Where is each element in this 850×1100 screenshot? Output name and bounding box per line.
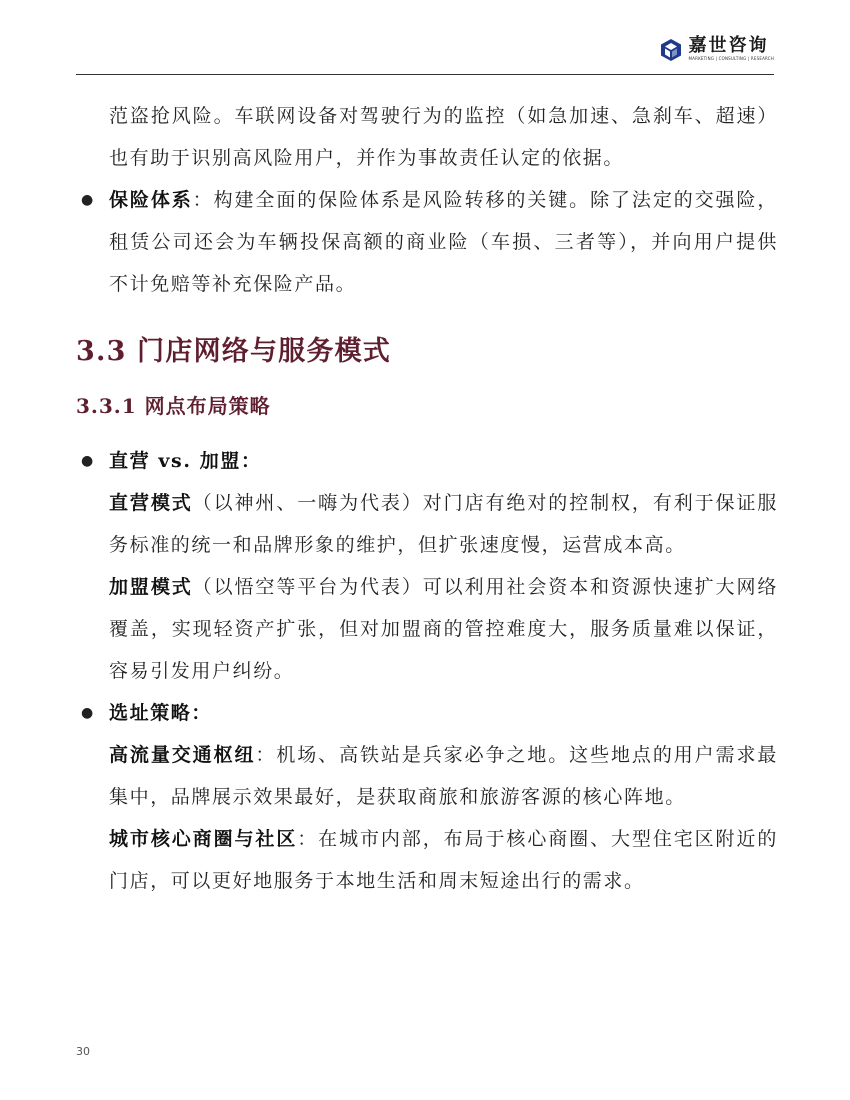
page-number: 30 (76, 1045, 90, 1058)
direct-vs-franchise-heading: 直营 vs. 加盟： (109, 450, 262, 472)
transport-hub-text: ：机场、高铁站是兵家必争之地。这些地点的用户需求最集中，品牌展示效果最好，是获取商旅和旅游客源的核心阵地。 (109, 744, 778, 808)
bullet-dot-icon: ● (81, 705, 95, 721)
continued-paragraph: 范盗抢风险。车联网设备对驾驶行为的监控（如急加速、急刹车、超速）也有助于识别高风险用户，并作为事故责任认定的依据。 (109, 105, 778, 169)
bullet-dot-icon: ● (81, 453, 95, 469)
site-selection-bullet (76, 692, 778, 734)
direct-model-text: （以神州、一嗨为代表）对门店有绝对的控制权，有利于保证服务标准的统一和品牌形象的维护，但扩张速度慢，运营成本高。 (109, 492, 778, 556)
insurance-term: 保险体系 (109, 189, 193, 211)
city-core-text: ：在城市内部，布局于核心商圈、大型住宅区附近的门店，可以更好地服务于本地生活和周末短途出行的需求。 (109, 828, 778, 892)
logo-name: 嘉世咨询 (688, 35, 769, 56)
transport-hub-term: 高流量交通枢纽 (109, 744, 256, 766)
header-divider (76, 74, 774, 75)
direct-model-paragraph (76, 482, 778, 566)
insurance-bullet (76, 179, 778, 305)
site-selection-heading: 选址策略： (109, 702, 213, 724)
page-header (76, 26, 774, 74)
direct-vs-franchise-bullet (76, 440, 778, 482)
city-core-term: 城市核心商圈与社区 (109, 828, 298, 850)
subsection-title: 3.3.1 网点布局策略 (76, 394, 271, 418)
page-content (76, 95, 778, 902)
direct-model-term: 直营模式 (109, 492, 193, 514)
jiashi-logo-icon (659, 38, 683, 62)
franchise-model-term: 加盟模式 (109, 576, 193, 598)
franchise-model-text: （以悟空等平台为代表）可以利用社会资本和资源快速扩大网络覆盖，实现轻资产扩张，但对加盟商的管控难度大，服务质量难以保证，容易引发用户纠纷。 (109, 576, 778, 682)
insurance-text: ：构建全面的保险体系是风险转移的关键。除了法定的交强险，租赁公司还会为车辆投保高额的商业险（车损、三者等），并向用户提供不计免赔等补充保险产品。 (109, 189, 778, 295)
bullet-dot-icon: ● (81, 192, 95, 208)
transport-hub-paragraph (76, 734, 778, 818)
city-core-paragraph (76, 818, 778, 902)
logo (659, 36, 775, 62)
logo-tagline: MARKETING | CONSULTING | RESEARCH (688, 56, 774, 61)
section-title: 3.3 门店网络与服务模式 (76, 336, 391, 367)
franchise-model-paragraph (76, 566, 778, 692)
